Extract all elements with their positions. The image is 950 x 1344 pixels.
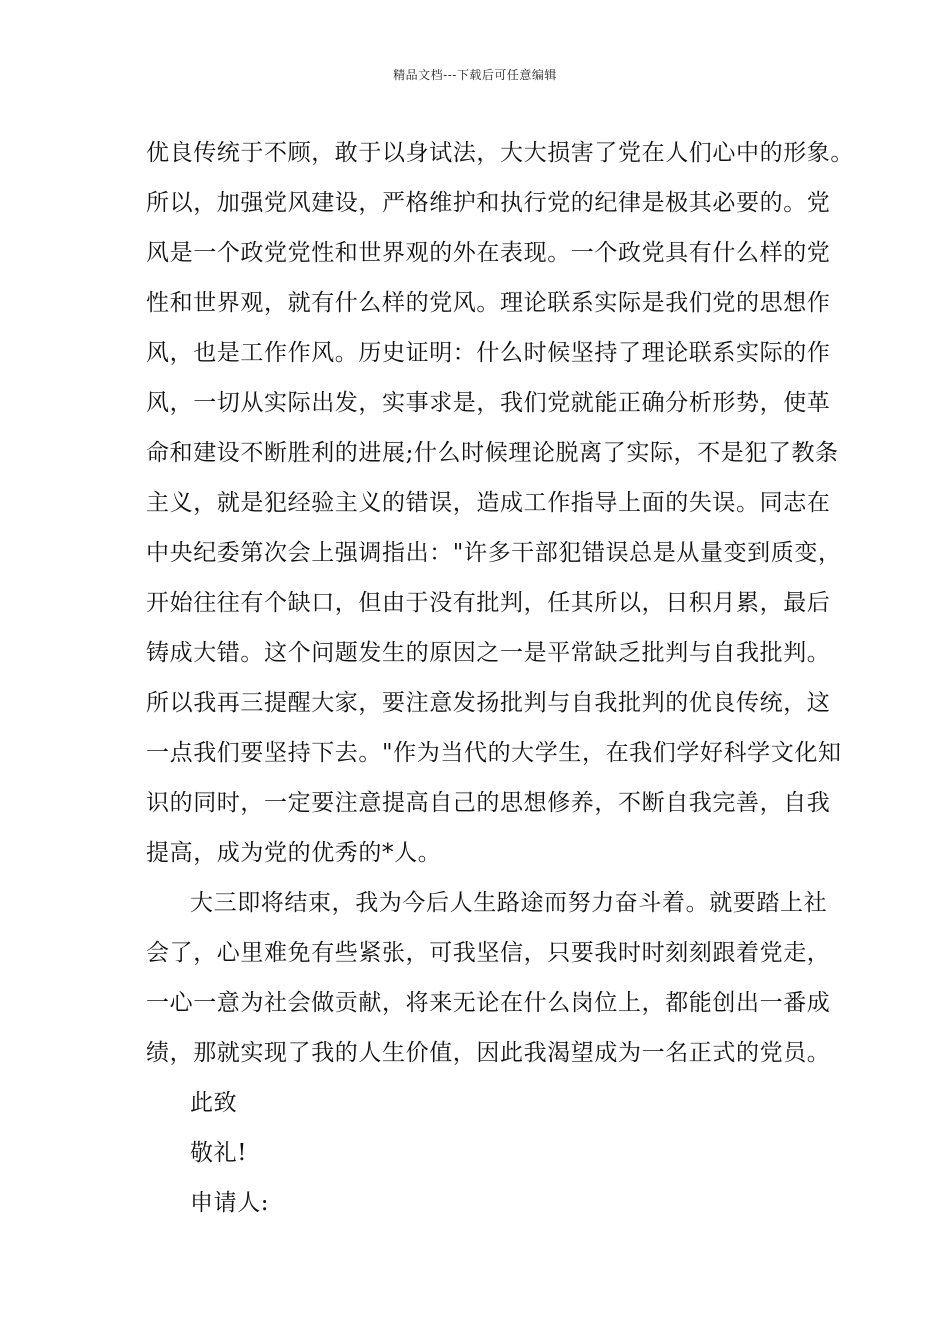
body-line: 优良传统于不顾，敢于以身试法，大大损害了党在人们心中的形象。 xyxy=(146,140,854,166)
body-line: 风，也是工作作风。历史证明：什么时候坚持了理论联系实际的作 xyxy=(146,340,831,366)
body-line: 命和建设不断胜利的进展;什么时候理论脱离了实际，不是犯了教条 xyxy=(146,440,839,466)
body-line: 识的同时，一定要注意提高自己的思想修养，不断自我完善，自我 xyxy=(146,790,831,816)
page-header: 精品文档---下载后可任意编辑 xyxy=(393,68,557,82)
body-line: 会了，心里难免有些紧张，可我坚信，只要我时时刻刻跟着党走， xyxy=(146,940,831,966)
body-line: 一点我们要坚持下去。"作为当代的大学生，在我们学好科学文化知 xyxy=(146,740,842,766)
body-line: 风，一切从实际出发，实事求是，我们党就能正确分析形势，使革 xyxy=(146,390,831,416)
closing-regards: 敬礼! xyxy=(190,1140,248,1166)
body-line: 性和世界观，就有什么样的党风。理论联系实际是我们党的思想作 xyxy=(146,290,831,316)
body-line: 所以，加强党风建设，严格维护和执行党的纪律是极其必要的。党 xyxy=(146,190,831,216)
body-line: 开始往往有个缺口，但由于没有批判，任其所以，日积月累，最后 xyxy=(146,590,831,616)
closing-salutation: 此致 xyxy=(190,1090,238,1116)
body-line: 风是一个政党党性和世界观的外在表现。一个政党具有什么样的党 xyxy=(146,240,831,266)
body-line: 所以我再三提醒大家，要注意发扬批判与自我批判的优良传统，这 xyxy=(146,690,831,716)
body-line: 一心一意为社会做贡献，将来无论在什么岗位上，都能创出一番成 xyxy=(146,990,831,1016)
paragraph-start-line: 大三即将结束，我为今后人生路途而努力奋斗着。就要踏上社 xyxy=(190,890,828,916)
body-line: 中央纪委第次会上强调指出："许多干部犯错误总是从量变到质变， xyxy=(146,540,842,566)
applicant-signature-label: 申请人: xyxy=(190,1190,270,1216)
body-line: 提高，成为党的优秀的*人。 xyxy=(146,840,442,866)
body-line: 主义，就是犯经验主义的错误，造成工作指导上面的失误。同志在 xyxy=(146,490,831,516)
body-line: 铸成大错。这个问题发生的原因之一是平常缺乏批判与自我批判。 xyxy=(146,640,831,666)
document-body xyxy=(146,128,854,1228)
body-line: 绩，那就实现了我的人生价值，因此我渴望成为一名正式的党员。 xyxy=(146,1040,831,1066)
